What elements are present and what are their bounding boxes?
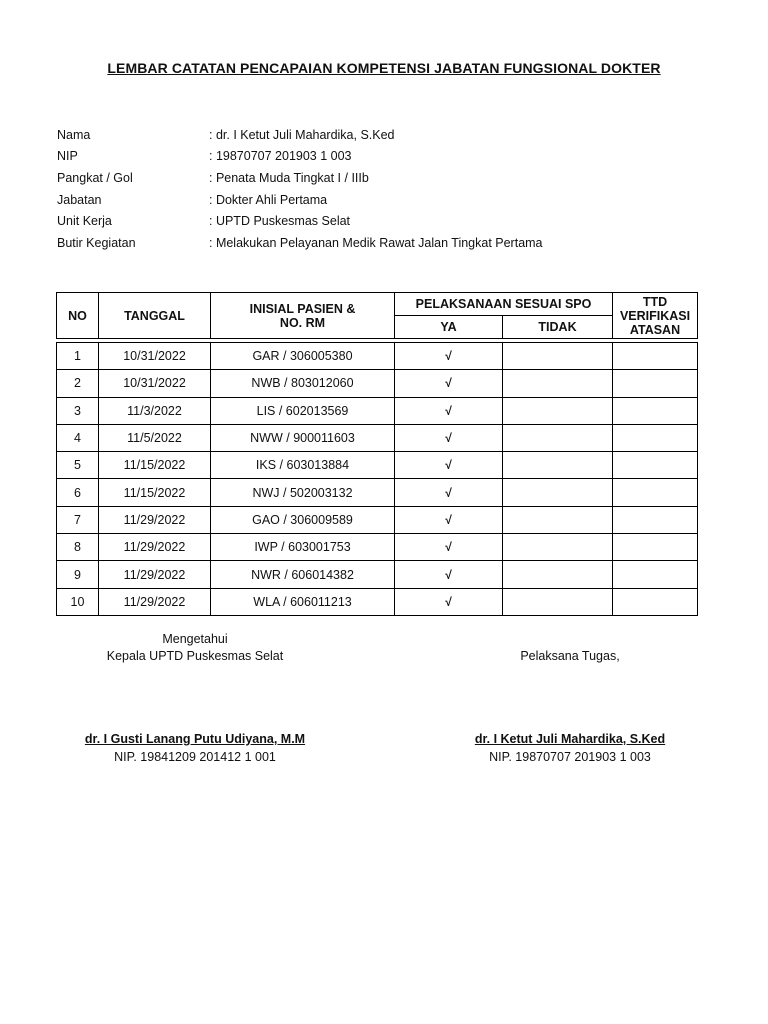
cell-ttd <box>613 370 698 397</box>
cell-ya-check: √ <box>395 397 503 424</box>
sig-left-line1: Mengetahui <box>162 632 228 646</box>
cell-tanggal: 11/15/2022 <box>99 452 211 479</box>
cell-ya-check: √ <box>395 452 503 479</box>
cell-pasien: IWP / 603001753 <box>211 534 395 561</box>
table-row <box>57 424 698 451</box>
cell-tanggal: 11/5/2022 <box>99 424 211 451</box>
info-value: : Penata Muda Tingkat I / IIIb <box>209 170 369 185</box>
cell-tanggal: 11/15/2022 <box>99 479 211 506</box>
cell-ya-check: √ <box>395 506 503 533</box>
info-row-jabatan <box>57 189 543 211</box>
cell-tidak <box>503 397 613 424</box>
cell-ya-check: √ <box>395 588 503 615</box>
competency-log-table <box>56 292 698 616</box>
cell-tidak <box>503 479 613 506</box>
header-inisial-pasien <box>211 293 395 339</box>
cell-ttd <box>613 343 698 370</box>
signature-left-header <box>95 632 295 666</box>
cell-no: 7 <box>57 506 99 533</box>
cell-pasien: WLA / 606011213 <box>211 588 395 615</box>
info-row-nama <box>57 124 543 146</box>
info-value: : Dokter Ahli Pertama <box>209 192 328 207</box>
signature-right-block <box>445 732 695 764</box>
officer-info <box>57 124 543 254</box>
info-row-pangkat <box>57 167 543 189</box>
header-ttd-line2: ATASAN <box>629 322 681 337</box>
header-tanggal: TANGGAL <box>99 293 211 339</box>
cell-tidak <box>503 506 613 533</box>
table-row <box>57 534 698 561</box>
info-row-nip <box>57 146 543 168</box>
cell-ya-check: √ <box>395 370 503 397</box>
cell-tanggal: 11/3/2022 <box>99 397 211 424</box>
cell-pasien: IKS / 603013884 <box>211 452 395 479</box>
cell-ttd <box>613 534 698 561</box>
cell-no: 4 <box>57 424 99 451</box>
info-row-unit-kerja <box>57 210 543 232</box>
sig-right-nip: NIP. 19870707 201903 1 003 <box>489 750 651 764</box>
cell-tanggal: 11/29/2022 <box>99 506 211 533</box>
header-no: NO <box>57 293 99 339</box>
table-row <box>57 452 698 479</box>
cell-tidak <box>503 534 613 561</box>
table-row <box>57 588 698 615</box>
sig-left-name: dr. I Gusti Lanang Putu Udiyana, M.M <box>84 732 306 746</box>
header-inisial-line2: NO. RM <box>279 315 326 330</box>
cell-tidak <box>503 588 613 615</box>
info-label: Nama <box>57 127 91 142</box>
cell-ya-check: √ <box>395 534 503 561</box>
cell-tanggal: 11/29/2022 <box>99 561 211 588</box>
header-tidak: TIDAK <box>503 316 613 339</box>
cell-ya-check: √ <box>395 343 503 370</box>
cell-no: 6 <box>57 479 99 506</box>
sig-right-name: dr. I Ketut Juli Mahardika, S.Ked <box>474 732 666 746</box>
cell-tidak <box>503 370 613 397</box>
cell-ya-check: √ <box>395 561 503 588</box>
info-value: : Melakukan Pelayanan Medik Rawat Jalan Tingkat Pertama <box>209 235 543 250</box>
cell-ttd <box>613 561 698 588</box>
table-row <box>57 397 698 424</box>
table-row <box>57 561 698 588</box>
cell-tidak <box>503 424 613 451</box>
table-row <box>57 370 698 397</box>
info-label: Unit Kerja <box>57 214 112 229</box>
header-inisial-line1: INISIAL PASIEN & <box>249 301 356 316</box>
cell-tanggal: 10/31/2022 <box>99 343 211 370</box>
table-row <box>57 506 698 533</box>
cell-tidak <box>503 561 613 588</box>
cell-no: 3 <box>57 397 99 424</box>
cell-ttd <box>613 452 698 479</box>
document-title: LEMBAR CATATAN PENCAPAIAN KOMPETENSI JABATAN FUNGSIONAL DOKTER <box>107 60 661 76</box>
cell-tidak <box>503 452 613 479</box>
info-label: NIP <box>57 149 78 164</box>
sig-left-line2: Kepala UPTD Puskesmas Selat <box>106 649 284 663</box>
cell-pasien: NWW / 900011603 <box>211 424 395 451</box>
cell-tanggal: 11/29/2022 <box>99 588 211 615</box>
table-row <box>57 479 698 506</box>
cell-ttd <box>613 588 698 615</box>
cell-no: 2 <box>57 370 99 397</box>
cell-tanggal: 10/31/2022 <box>99 370 211 397</box>
sig-right-line1: Pelaksana Tugas, <box>520 649 620 663</box>
cell-ttd <box>613 424 698 451</box>
cell-pasien: GAO / 306009589 <box>211 506 395 533</box>
info-label: Pangkat / Gol <box>57 170 133 185</box>
header-pelaksanaan-spo: PELAKSANAAN SESUAI SPO <box>395 293 613 316</box>
signature-left-block <box>70 732 320 764</box>
cell-no: 5 <box>57 452 99 479</box>
cell-pasien: NWB / 803012060 <box>211 370 395 397</box>
cell-ya-check: √ <box>395 424 503 451</box>
cell-ttd <box>613 479 698 506</box>
sig-left-nip: NIP. 19841209 201412 1 001 <box>114 750 276 764</box>
cell-ttd <box>613 397 698 424</box>
info-value: : 19870707 201903 1 003 <box>209 149 352 164</box>
header-ya: YA <box>395 316 503 339</box>
signature-right-header <box>470 649 670 663</box>
info-value: : UPTD Puskesmas Selat <box>209 214 351 229</box>
header-ttd-verifikasi <box>613 293 698 339</box>
cell-ya-check: √ <box>395 479 503 506</box>
cell-no: 1 <box>57 343 99 370</box>
info-row-butir-kegiatan <box>57 232 543 254</box>
info-label: Jabatan <box>57 192 102 207</box>
cell-pasien: GAR / 306005380 <box>211 343 395 370</box>
cell-tidak <box>503 343 613 370</box>
cell-ttd <box>613 506 698 533</box>
info-label: Butir Kegiatan <box>57 235 136 250</box>
cell-tanggal: 11/29/2022 <box>99 534 211 561</box>
cell-pasien: LIS / 602013569 <box>211 397 395 424</box>
cell-pasien: NWJ / 502003132 <box>211 479 395 506</box>
cell-no: 10 <box>57 588 99 615</box>
info-value: : dr. I Ketut Juli Mahardika, S.Ked <box>209 127 395 142</box>
cell-no: 8 <box>57 534 99 561</box>
cell-pasien: NWR / 606014382 <box>211 561 395 588</box>
header-ttd-line1: TTD VERIFIKASI <box>619 294 691 323</box>
cell-no: 9 <box>57 561 99 588</box>
table-row <box>57 343 698 370</box>
